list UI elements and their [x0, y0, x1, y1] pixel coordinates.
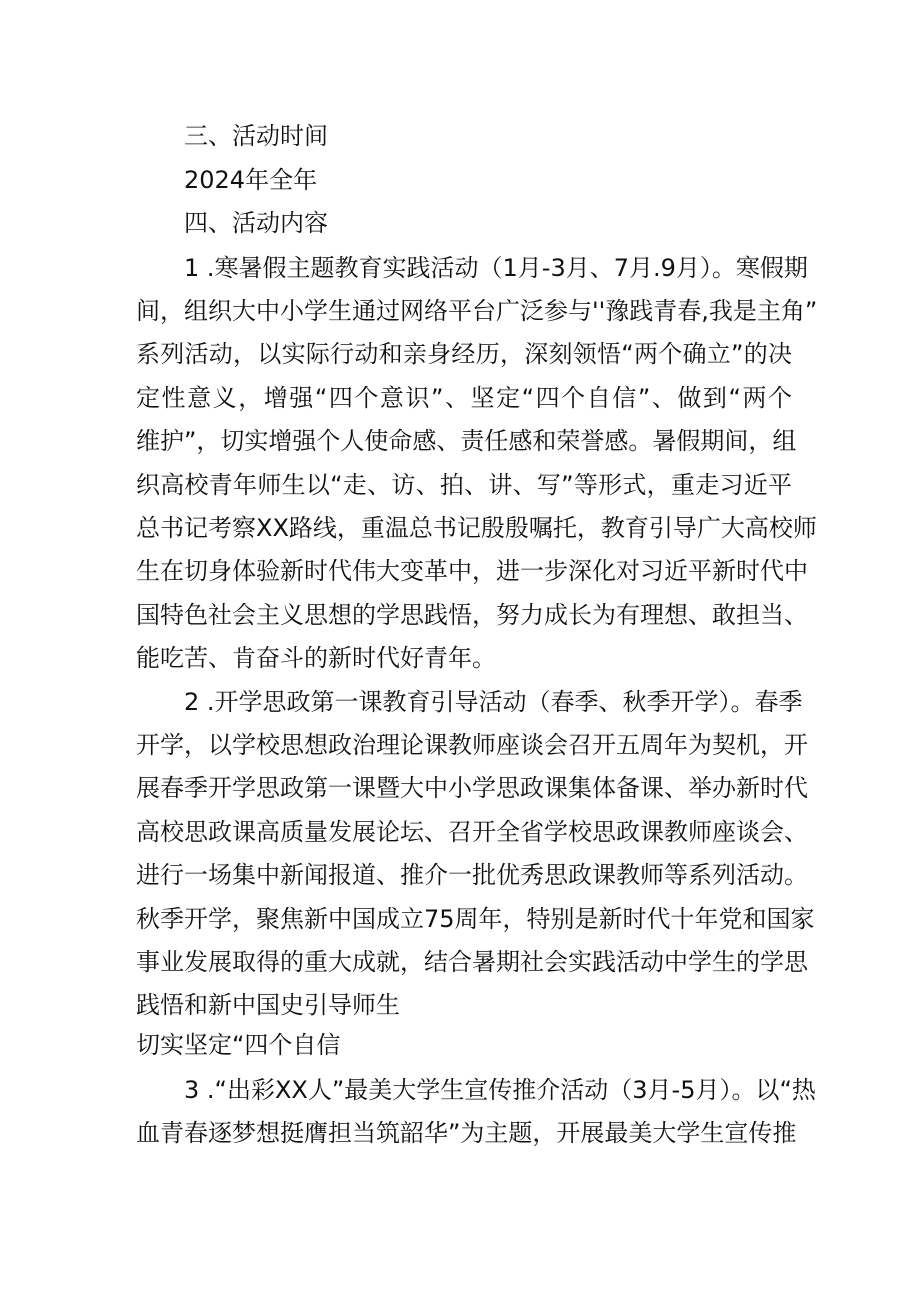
paragraph-line: 织高校青年师生以“走、访、拍、讲、写”等形式，重走习近平 — [136, 471, 792, 499]
paragraph-line: 生在切身体验新时代伟大变革中，进一步深化对习近平新时代中 — [136, 557, 808, 585]
paragraph-line: 总书记考察XX路线，重温总书记殷殷嘱托，教育引导广大高校师 — [136, 514, 817, 542]
paragraph-line: 秋季开学，聚焦新中国成立75周年，特别是新时代十年党和国家 — [136, 905, 815, 933]
paragraph-line: 高校思政课高质量发展论坛、召开全省学校思政课教师座谈会、 — [136, 818, 808, 846]
paragraph-line: 切实坚定“四个自信 — [136, 1031, 341, 1059]
paragraph-line: 定性意义，增强“四个意识”、坚定“四个自信”、做到“两个 — [136, 384, 792, 412]
paragraph-line: 践悟和新中国史引导师生 — [136, 991, 400, 1019]
paragraph-line: 系列活动，以实际行动和亲身经历，深刻领悟“两个确立”的决 — [136, 340, 792, 368]
paragraph-line: 3 .“出彩XX人”最美大学生宣传推介活动（3月-5月）。以“热 — [184, 1076, 816, 1104]
paragraph-line: 血青春逐梦想挺膺担当筑韶华”为主题，开展最美大学生宣传推 — [136, 1119, 797, 1147]
paragraph-line: 间，组织大中小学生通过网络平台广泛参与''豫践青春,我是主角” — [136, 297, 818, 325]
paragraph-line: 2 .开学思政第一课教育引导活动（春季、秋季开学）。春季 — [184, 688, 803, 716]
paragraph-line: 展春季开学思政第一课暨大中小学思政课集体备课、举办新时代 — [136, 774, 808, 802]
paragraph-line: 1 .寒暑假主题教育实践活动（1月-3月、7月.9月）。寒假期 — [184, 254, 808, 282]
paragraph-line: 维护”，切实增强个人使命感、责任感和荣誉感。暑假期间，组 — [136, 427, 797, 455]
paragraph-line: 进行一场集中新闻报道、推介一批优秀思政课教师等系列活动。 — [136, 861, 808, 889]
paragraph-line: 事业发展取得的重大成就，结合暑期社会实践活动中学生的学思 — [136, 948, 808, 976]
paragraph-line: 开学，以学校思想政治理论课教师座谈会召开五周年为契机，开 — [136, 731, 808, 759]
paragraph-line: 能吃苦、肯奋斗的新时代好青年。 — [136, 644, 496, 672]
section-heading-content: 四、活动内容 — [184, 209, 328, 237]
section-heading-time: 三、活动时间 — [184, 122, 328, 150]
paragraph-line: 国特色社会主义思想的学思践悟，努力成长为有理想、敢担当、 — [136, 601, 808, 629]
time-value: 2024年全年 — [184, 166, 318, 194]
